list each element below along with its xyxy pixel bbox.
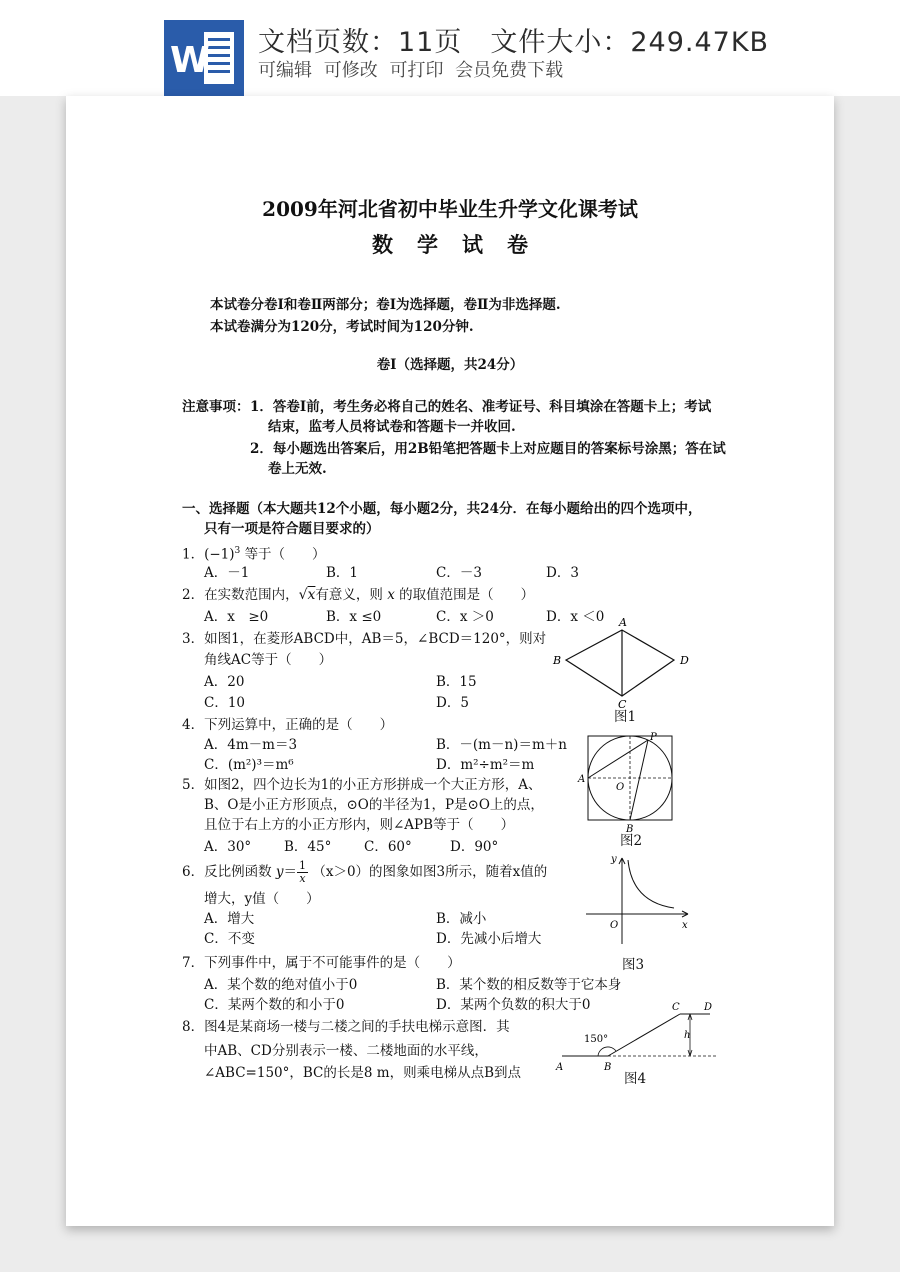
q6-option-c: C．不变 <box>204 931 255 947</box>
svg-text:D: D <box>680 654 689 667</box>
svg-text:P: P <box>650 732 657 743</box>
figure-2-circle-square <box>576 732 696 836</box>
q6-option-a: A．增大 <box>204 911 255 927</box>
intro-line-2: 本试卷满分为120分，考试时间为120分钟. <box>210 319 474 335</box>
note-2a: 2．每小题选出答案后，用2B铅笔把答题卡上对应题目的答案标号涂黑；答在试 <box>250 441 726 457</box>
svg-text:A: A <box>619 616 627 629</box>
q3-option-b: B．15 <box>436 674 477 690</box>
svg-text:O: O <box>610 920 619 931</box>
q4-option-c: C．(m²)³＝m⁶ <box>204 757 294 773</box>
paper-subtitle: 数学试卷 <box>372 232 552 257</box>
question-8-line-1: 8．图4是某商场一楼与二楼之间的手扶电梯示意图．其 <box>182 1019 510 1035</box>
question-5-line-3: 且位于右上方的小正方形内，则∠APB等于（ ） <box>204 817 515 833</box>
q7-option-a: A．某个数的绝对值小于0 <box>204 977 358 993</box>
svg-text:h: h <box>684 1030 691 1041</box>
svg-text:B: B <box>604 1062 612 1073</box>
section-heading: 卷Ⅰ（选择题，共24分） <box>376 357 524 373</box>
q7-option-c: C．某两个数的和小于0 <box>204 997 345 1013</box>
svg-text:B: B <box>626 824 634 835</box>
q5-option-d: D．90° <box>450 839 499 855</box>
q6-option-b: B．减小 <box>436 911 487 927</box>
q5-option-a: A．30° <box>204 839 252 855</box>
question-6-line-1: 6．反比例函数 y＝ $\frac{1}{x}$ （x＞0）的图象如图3所示，随着x值的 <box>182 859 548 885</box>
exam-paper <box>66 96 834 1226</box>
q3-option-a: A．20 <box>204 674 245 690</box>
q4-option-d: D．m²÷m²＝m <box>436 757 535 773</box>
q2-option-d: D．x ＜0 <box>546 609 605 625</box>
q5-option-c: C．60° <box>364 839 412 855</box>
q1-option-b: B．1 <box>326 565 359 581</box>
page-count: 文档页数：11页 <box>258 27 463 58</box>
figure-3-hyperbola <box>578 852 698 952</box>
q1-option-a: A．－1 <box>204 565 250 581</box>
svg-text:W: W <box>170 40 210 81</box>
svg-text:O: O <box>616 782 625 793</box>
question-3-line-1: 3．如图1，在菱形ABCD中，AB＝5，∠BCD＝120°，则对 <box>182 631 547 647</box>
figure-4-escalator <box>554 998 724 1078</box>
question-4: 4．下列运算中，正确的是（ ） <box>182 717 394 733</box>
question-3-line-2: 角线AC等于（ ） <box>204 652 333 668</box>
doc-features: 可编辑 可修改 可打印 会员免费下载 <box>258 60 564 81</box>
figure-2-caption: 图2 <box>620 833 643 849</box>
q2-option-b: B．x ≤0 <box>326 609 382 625</box>
figure-1-caption: 图1 <box>614 709 637 725</box>
svg-text:150°: 150° <box>584 1034 609 1045</box>
question-8-line-2: 中AB、CD分别表示一楼、二楼地面的水平线， <box>204 1043 488 1059</box>
q4-option-b: B．－(m－n)＝m＋n <box>436 737 567 753</box>
paper-title: 2009年河北省初中毕业生升学文化课考试 <box>262 197 638 221</box>
q4-option-a: A．4m－m＝3 <box>204 737 298 753</box>
question-1: 1．$(-1)^3$ 等于（ ） <box>182 546 326 563</box>
note-1a: 1．答卷Ⅰ前，考生务必将自己的姓名、准考证号、科目填涂在答题卡上；考试 <box>250 399 712 415</box>
svg-text:A: A <box>556 1062 564 1073</box>
question-5-line-1: 5．如图2，四个边长为1的小正方形拼成一个大正方形，A、 <box>182 777 542 793</box>
svg-text:y: y <box>611 854 617 865</box>
figure-3-caption: 图3 <box>622 957 645 973</box>
q2-option-c: C．x ＞0 <box>436 609 494 625</box>
question-2: 2．在实数范围内，√x有意义，则 x 的取值范围是（ ） <box>182 587 535 603</box>
question-6-line-2: 增大，y值（ ） <box>204 891 320 907</box>
note-2b: 卷上无效. <box>268 461 327 477</box>
q3-option-d: D．5 <box>436 695 469 711</box>
svg-text:C: C <box>618 698 627 711</box>
note-1b: 结束，监考人员将试卷和答题卡一并收回. <box>268 419 516 435</box>
word-doc-icon <box>164 20 244 96</box>
q1-option-d: D．3 <box>546 565 579 581</box>
q7-option-d: D．某两个负数的积大于0 <box>436 997 591 1013</box>
download-banner <box>0 0 900 96</box>
question-8-line-3: ∠ABC=150°，BC的长是8 m，则乘电梯从点B到点 <box>204 1065 521 1081</box>
q7-option-b: B．某个数的相反数等于它本身 <box>436 977 622 993</box>
q5-option-b: B．45° <box>284 839 332 855</box>
part-heading-b: 只有一项是符合题目要求的） <box>204 521 380 537</box>
question-7: 7．下列事件中，属于不可能事件的是（ ） <box>182 955 461 971</box>
q6-option-d: D．先减小后增大 <box>436 931 542 947</box>
svg-text:A: A <box>578 774 586 785</box>
svg-text:x: x <box>682 920 688 931</box>
file-size: 文件大小：249.47KB <box>490 27 770 58</box>
notes-label: 注意事项： <box>182 399 250 415</box>
part-heading-a: 一、选择题（本大题共12个小题，每小题2分，共24分．在每小题给出的四个选项中， <box>182 501 702 517</box>
doc-meta <box>258 20 769 59</box>
svg-text:B: B <box>553 654 562 667</box>
svg-text:C: C <box>672 1002 680 1013</box>
intro-line-1: 本试卷分卷Ⅰ和卷Ⅱ两部分；卷Ⅰ为选择题，卷Ⅱ为非选择题. <box>210 297 561 313</box>
svg-text:D: D <box>704 1002 713 1013</box>
q2-option-a: A．x ≥0 <box>204 609 269 625</box>
q3-option-c: C．10 <box>204 695 246 711</box>
q1-option-c: C．－3 <box>436 565 482 581</box>
question-5-line-2: B、O是小正方形顶点，⊙O的半径为1，P是⊙O上的点， <box>204 797 544 813</box>
figure-4-caption: 图4 <box>624 1071 647 1087</box>
